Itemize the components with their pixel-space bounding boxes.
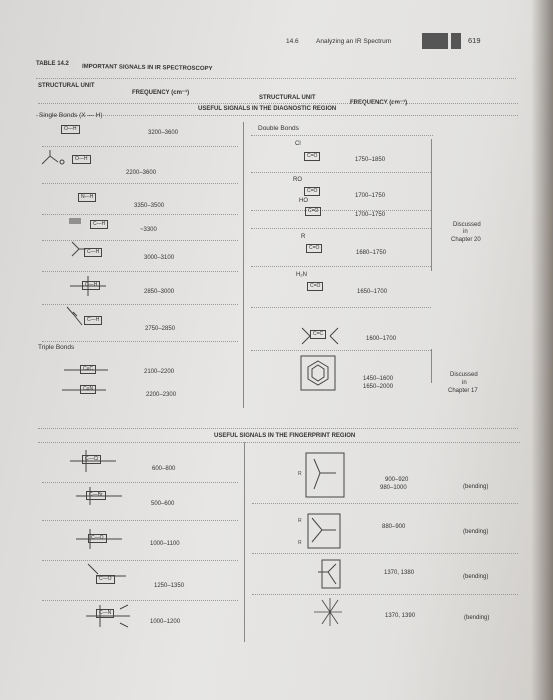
row-rule	[252, 553, 518, 554]
aromatic-frequency: 1650–2000	[363, 384, 394, 390]
discussed-note: in	[462, 380, 467, 386]
frequency-value: 1700–1750	[355, 212, 386, 218]
table-rule	[38, 103, 518, 104]
page-edge-shadow	[531, 0, 553, 700]
structure-ch-alkene: C—H	[84, 248, 102, 257]
substituent: HO	[299, 198, 308, 204]
frequency-value: 3000–3100	[144, 255, 175, 261]
table-title: IMPORTANT SIGNALS IN IR SPECTROSCOPY	[81, 63, 213, 73]
structure-carboxylic-acid: C=O	[305, 207, 321, 216]
disubstituted-alkene-icon	[296, 510, 344, 550]
frequency-value: 980–1000	[380, 485, 407, 491]
svg-text:R: R	[298, 540, 302, 546]
row-rule	[252, 503, 518, 504]
column-header-frequency: FREQUENCY (cm⁻¹)	[132, 90, 190, 96]
row-rule	[42, 600, 238, 601]
column-header-structural-unit: STRUCTURAL UNIT	[38, 83, 95, 89]
structure-c-n: C—N	[96, 609, 114, 618]
column-header-frequency-right: FREQUENCY (cm⁻¹)	[350, 100, 408, 106]
svg-text:R: R	[298, 518, 302, 524]
bending-note: (bending)	[463, 574, 489, 580]
frequency-value: 2750–2850	[145, 326, 176, 332]
structure-ester-c-o: C—O	[96, 575, 115, 584]
tert-butyl-icon	[312, 594, 346, 630]
single-bonds-label: Single Bonds (X — H)	[39, 112, 103, 119]
row-rule	[42, 520, 238, 521]
substituent: H₂N	[296, 272, 307, 278]
frequency-value: 1750–1850	[355, 157, 386, 163]
structure-alkyne: C≡C	[80, 365, 96, 374]
row-rule	[42, 341, 238, 342]
structure-nh: N—H	[78, 193, 96, 202]
frequency-value: 900–920	[385, 477, 409, 483]
column-header-structural-unit-right: STRUCTURAL UNIT	[259, 95, 316, 101]
bending-note: (bending)	[464, 615, 490, 621]
frequency-value: 1700–1750	[355, 193, 386, 199]
row-rule	[42, 560, 238, 561]
frequency-value: 2100–2200	[144, 369, 175, 375]
frequency-value: 3200–3600	[148, 130, 179, 136]
row-rule	[251, 307, 431, 308]
structure-alkene: C=C	[310, 330, 326, 339]
carboxylic-acid-icon	[40, 148, 70, 170]
column-divider	[244, 442, 245, 642]
structure-amide: C=O	[307, 282, 323, 291]
table-rule	[36, 78, 516, 79]
discussed-note: Discussed	[453, 222, 481, 228]
structure-ch-aldehyde: C—H	[84, 316, 102, 325]
row-rule	[42, 183, 238, 184]
section-title: Analyzing an IR Spectrum	[316, 38, 392, 45]
frequency-value: 2200–2300	[146, 392, 177, 398]
table-label: TABLE 14.2	[36, 61, 69, 67]
frequency-value: 1370, 1380	[384, 570, 415, 576]
diagnostic-region-heading: USEFUL SIGNALS IN THE DIAGNOSTIC REGION	[198, 106, 337, 112]
frequency-value: 1370, 1390	[385, 613, 416, 619]
frequency-value: 500–600	[151, 501, 175, 507]
structure-ch-alkyne: C—H	[90, 220, 108, 229]
column-divider	[243, 122, 244, 408]
frequency-value: 1650–1700	[357, 289, 388, 295]
substituent: Cl	[295, 141, 301, 147]
substituent: RO	[293, 177, 302, 183]
row-rule	[251, 228, 431, 229]
aromatic-frequency: 1450–1600	[363, 376, 394, 382]
discussed-note: in	[463, 229, 468, 235]
bracket-line	[431, 139, 432, 271]
frequency-value: ~3300	[140, 227, 157, 233]
frequency-value: 2200–3600	[126, 170, 157, 176]
section-number: 14.6	[286, 38, 299, 45]
isopropyl-icon	[316, 558, 342, 590]
table-rule	[36, 115, 518, 116]
structure-c-cl: C—Cl	[82, 455, 101, 464]
frequency-value: 880–900	[382, 524, 406, 530]
triple-bonds-label: Triple Bonds	[38, 344, 75, 351]
page-number: 619	[468, 36, 481, 45]
row-rule	[251, 350, 431, 351]
table-rule	[38, 442, 520, 443]
structure-oh: O—H	[61, 125, 80, 134]
double-bonds-label: Double Bonds	[258, 125, 299, 132]
table-rule	[38, 428, 518, 429]
header-block	[451, 33, 461, 49]
row-rule	[42, 482, 238, 483]
svg-text:R: R	[298, 471, 302, 477]
frequency-value: 1250–1350	[154, 583, 185, 589]
frequency-value: 1000–1200	[150, 619, 181, 625]
frequency-value: 600–800	[152, 466, 176, 472]
discussed-note: Chapter 20	[451, 237, 481, 243]
structure-ketone: C=O	[306, 244, 322, 253]
row-rule	[252, 594, 518, 595]
structure-acid-chloride: C=O	[304, 152, 320, 161]
structure-nitrile: C≡N	[80, 385, 96, 394]
vinyl-bending-icon	[296, 451, 346, 499]
row-rule	[251, 172, 431, 173]
substituent: R	[301, 234, 306, 240]
row-rule	[251, 210, 431, 211]
frequency-value: 2850–3000	[144, 289, 175, 295]
frequency-value: 1000–1100	[150, 541, 180, 547]
bending-note: (bending)	[463, 484, 489, 490]
structure-c-br: C—Br	[86, 491, 106, 500]
frequency-value: 3350–3500	[134, 203, 165, 209]
fingerprint-region-heading: USEFUL SIGNALS IN THE FINGERPRINT REGION	[214, 433, 356, 439]
discussed-note: Chapter 17	[448, 388, 478, 394]
structure-acid-oh: O—H	[72, 155, 91, 164]
row-rule	[42, 271, 238, 272]
structure-ester: C=O	[304, 187, 320, 196]
frequency-value: 1680–1750	[356, 250, 387, 256]
discussed-note: Discussed	[450, 372, 478, 378]
frequency-value: 1600–1700	[366, 336, 397, 342]
row-rule	[42, 146, 238, 147]
alkyne-icon	[68, 214, 82, 228]
header-block	[422, 33, 448, 49]
row-rule	[251, 135, 433, 136]
row-rule	[251, 266, 431, 267]
bracket-line	[431, 349, 432, 383]
bending-note: (bending)	[463, 529, 489, 535]
structure-ch-alkane: C—H	[82, 281, 100, 290]
benzene-ring-icon	[300, 355, 336, 391]
structure-c-o: C—O	[88, 534, 107, 543]
